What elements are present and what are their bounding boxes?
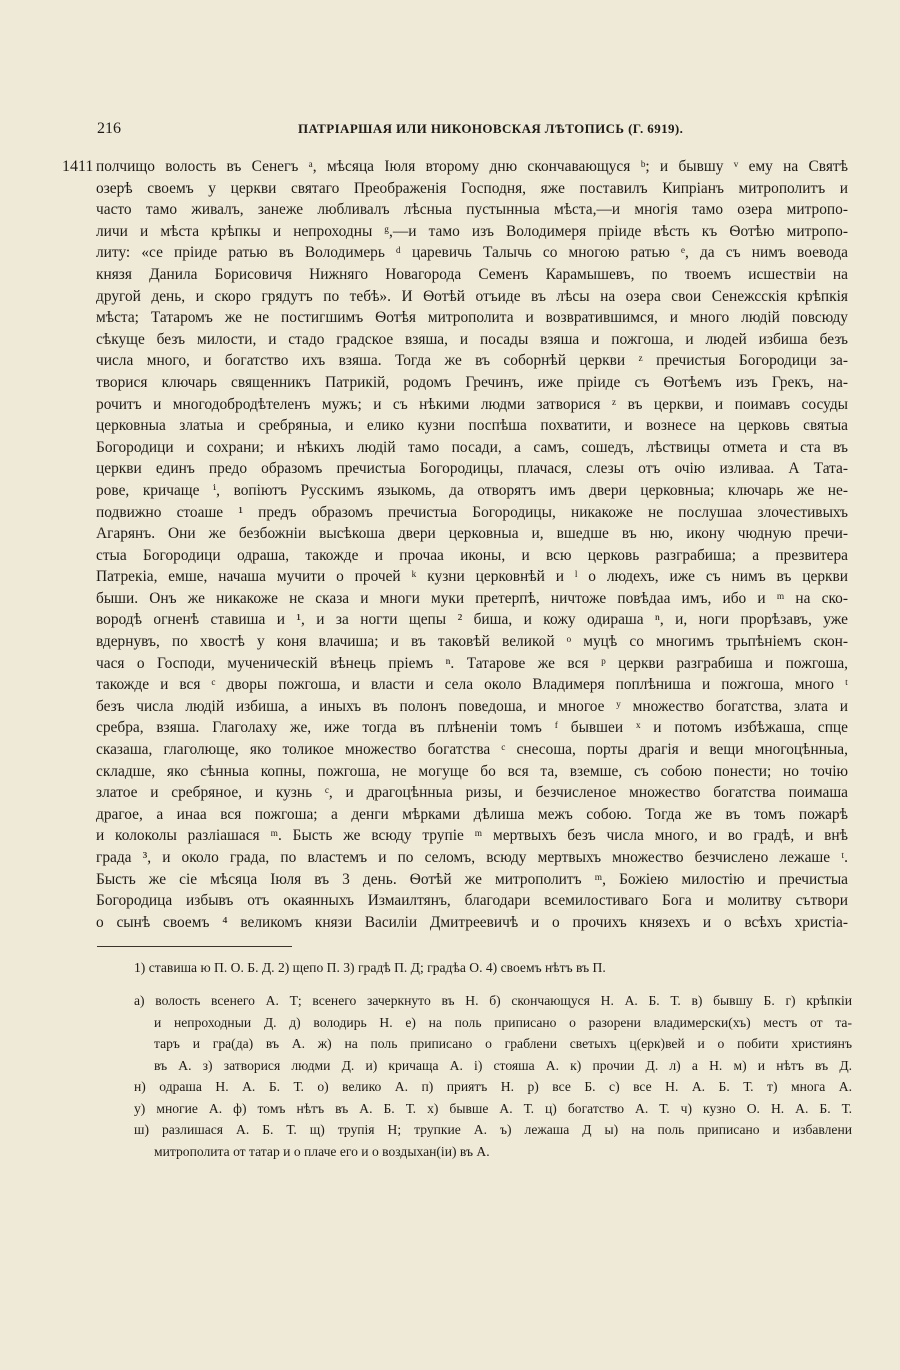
text-line: такожде и вся ᶜ дворы пожгоша, и власти и села около Владимеря поплѣниша и пожгоша, много ᵗ [96, 676, 848, 694]
text-line: Богородица избывъ отъ окаянныхъ Измаилтянъ, благодари всемилостиваго Бога и молитву сътвори [96, 892, 848, 910]
footnote-line: и непроходныи Д. д) володирь Н. е) на поль приписано о разорени владимерски(хъ) местъ от та- [154, 1014, 852, 1030]
text-line: озерѣ своемъ у церкви святаго Преображенія Господня, яже поставилъ Кипріанъ митрополитъ и [96, 179, 848, 197]
footnote-line: таръ и гра(да) въ А. ж) на поль приписано о граблени светыхъ ц(ерк)вей и о побити християнъ [154, 1036, 852, 1051]
text-line: о сынѣ своемъ ⁴ великомъ князи Василіи Дмитреевичѣ и о прочихъ князехъ и о всѣхъ христіа- [96, 913, 848, 931]
footnote-line: митрополита от татар и о плаче его и о воздыхан(іи) въ А. [154, 1143, 490, 1159]
numeric-footnotes: 1) ставиша ю П. О. Б. Д. 2) щепо П. 3) градѣ П. Д; градѣа О. 4) своемъ нѣтъ въ П. [134, 960, 606, 975]
text-line: подвижно стоаше ¹ предъ образомъ пречистыа Богородицы, никакоже не послушаа злочестивыхъ [96, 503, 848, 521]
text-line: Богородици и сохрани; и нѣкихъ людій тамо посади, а самъ, сошедъ, лѣствицы отмета и ста въ [96, 438, 848, 456]
text-line: личи и мѣста крѣпкы и непроходны ᵍ,—и тамо изъ Володимеря пріиде вѣсть къ Ѳотѣю митропо- [96, 222, 848, 240]
page-number: 216 [97, 120, 121, 137]
variant-footnotes [134, 990, 852, 1162]
footnote-line: а) волость всенего А. Т; всенего зачеркнуто въ Н. б) скончающуся Н. А. Б. Т. в) бывшу Б. г) крѣпкіи [134, 993, 852, 1008]
footnote-line: н) одраша Н. А. Б. Т. о) велико А. п) приятъ Н. р) все Б. с) все Н. А. Б. Т. т) многа А. [134, 1079, 852, 1094]
text-line: Агарянъ. Они же безбожніи высѣкоша двери церковныа и, вшедше въ ню, икону чюдную пречи- [96, 525, 848, 543]
text-line: драгое, а инаа вся пожгоша; а денги мѣрками дѣлиша межъ собою. Тогда же въ томъ пожарѣ [96, 805, 848, 823]
text-line: сребра, взяша. Глаголаху же, иже тогда въ плѣненіи томъ ᶠ бывшеи ˣ и потомъ избѣжаша, спце [96, 719, 848, 737]
text-line: складше, яко сѣнныа копны, пожгоша, не могуще бо вся та, вземше, съ собою понести; но точію [96, 762, 848, 780]
text-line: безъ числа людій избиша, а иныхъ въ полонъ поведоша, и многое ʸ множество богатства, злата и [96, 697, 848, 715]
text-line: рочитъ и многодобродѣтеленъ мужъ; и съ нѣкими людми затворися ᶻ въ церкви, и поимавъ сосуды [96, 395, 848, 413]
text-line: церкви единъ предо образомъ пречистыа Богородицы, плачася, слезы отъ очію изливаа. А Тата- [96, 460, 848, 478]
text-line: вородѣ огненѣ ставиша и ¹, и за ногти щепы ² биша, и кожу одираша ⁿ, и, ноги прорѣзавъ, уже [96, 611, 848, 629]
text-line: стыа Богородици одраша, такожде и прочаа иконы, и всю церковь разграбиша; а презвитера [96, 546, 848, 564]
text-line: часто тамо живалъ, занеже любливалъ лѣсныа пустынныа мѣста,—и многія тамо озера митропо- [96, 201, 848, 219]
text-line: творися ключарь священникъ Патрикій, родомъ Гречинъ, иже пріиде съ Ѳотѣемъ изъ Грекъ, на- [96, 373, 848, 391]
text-line: быши. Онъ же никакоже не сказа и многи муки претерпѣ, ничтоже повѣдаа имъ, ибо и ᵐ на ско- [96, 589, 848, 607]
text-line: Патрекіа, емше, начаша мучити о прочей ᵏ кузни церковнѣй и ˡ о людехъ, иже съ нимъ въ церкви [96, 568, 848, 586]
footnote-separator [97, 946, 292, 947]
text-line: сѣкуще безъ милости, и стадо градское взяша, и посады взяша и пожгоша, и людей избиша безъ [96, 330, 848, 348]
text-line: мѣста; Татаромъ же не постигшимъ Ѳотѣя митрополита и возвратившимся, и много людій повсюду [96, 309, 848, 327]
text-line: церковныа златыа и сребряныа, и елико кузни поспѣша похватити, и вознесе на церковь святыа [96, 417, 848, 435]
text-line: рове, кричаще ⁱ, вопіютъ Русскимъ языкомь, да отворятъ имъ двери церковныа; ключарь же не- [96, 481, 848, 499]
text-line: вдернувъ, по хвостѣ у коня влачиша; и въ таковѣй великой ᵒ муцѣ со многимъ трьпѣніемъ скон- [96, 633, 848, 651]
text-line: златое и сребряное, и кузнь ᶜ, и драгоцѣнныа ризы, и безчисленое множество богатства поимаша [96, 784, 848, 802]
text-line: литу: «се пріиде ратью въ Володимерь ᵈ царевичь Талычь со многою ратью ᵉ, да съ нимъ воевода [96, 244, 848, 262]
text-line: чася о Господи, мученическій вѣнець пріемъ ⁿ. Татарове же вся ᵖ церкви разграбиша и пожгоша, [96, 654, 848, 672]
footnote-line: ш) разлишася А. Б. Т. щ) трупія Н; трупкие А. ъ) лежаша Д ы) на поль приписано и избавлени [134, 1122, 852, 1137]
text-line: сказаша, глаголюще, яко толикое множество богатства ᶜ снесоша, порты драгія и вещи многоцѣнныа, [96, 741, 848, 759]
text-line: другой день, и скоро грядутъ по тебѣ». И Ѳотѣй отъиде въ лѣсы на озера свои Сенежсскія крѣпкія [96, 287, 848, 305]
text-line: полчищо волость въ Сенегъ ᵃ, мѣсяца Іюля второму дню скончавающуся ᵇ; и бывшу ᵛ ему на Святѣ [96, 158, 848, 175]
text-line: числа много, и богатство ихъ взяша. Тогда же въ соборнѣй церкви ᶻ пречистыя Богородици за- [96, 352, 848, 370]
chronicle-text [96, 156, 848, 933]
text-line: и колоколы разліашася ᵐ. Бысть же всюду трупіе ᵐ мертвыхъ безъ числа много, и во градѣ, и внѣ [96, 827, 848, 845]
text-line: града ³, и около града, по властемъ и по селомъ, всюду мертвыхъ множество безчислено лежаше ᵗ. [96, 849, 848, 866]
text-line: князя Данила Борисовичя Нижняго Новагорода Семенъ Карамышевъ, по твоемъ исшествіи на [96, 265, 848, 283]
footnote-line: въ А. з) затворися людми Д. и) кричаща А. і) стояша А. к) прочии Д. л) а Н. м) и нѣтъ въ Д. [154, 1057, 852, 1073]
running-title: ПАТРІАРШАЯ ИЛИ НИКОНОВСКАЯ ЛѢТОПИСЬ (Г. 6919). [298, 121, 684, 136]
text-line: Бысть же сіе мѣсяца Іюля въ 3 день. Ѳотѣй же митрополитъ ᵐ, Божіею милостію и пречистыа [96, 870, 848, 888]
year-marker: 1411 [62, 158, 94, 175]
footnote-line: у) многие А. ф) томъ нѣтъ въ А. Б. Т. х) бывше А. Т. ц) богатство А. Т. ч) кузно О. Н. А. Б. Т. [134, 1100, 852, 1116]
